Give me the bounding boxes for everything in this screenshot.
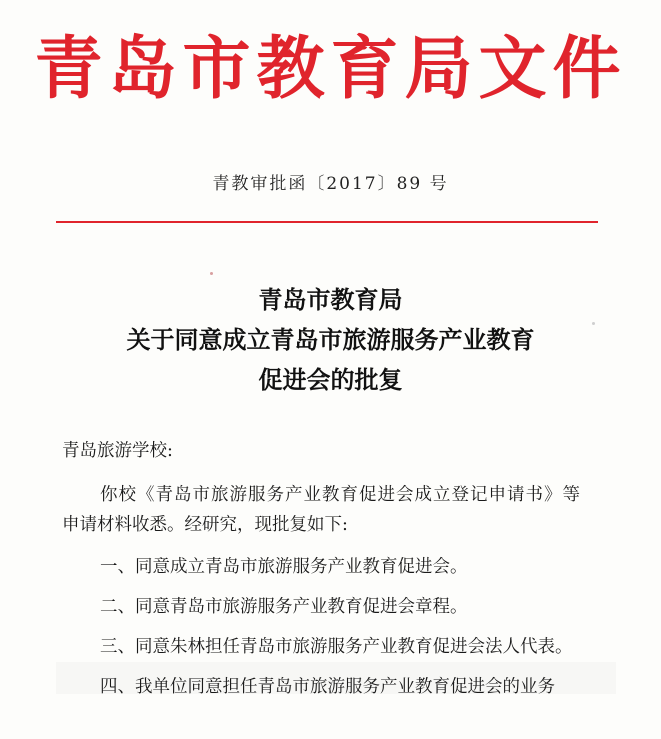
paper-speck	[210, 272, 213, 275]
reply-item-4: 四、我单位同意担任青岛市旅游服务产业教育促进会的业务	[100, 677, 555, 697]
body-paragraph-line-1: 你校《青岛市旅游服务产业教育促进会成立登记申请书》等	[100, 485, 581, 505]
document-title-line-3: 促进会的批复	[258, 366, 403, 394]
document-title-line-2: 关于同意成立青岛市旅游服务产业教育	[126, 326, 535, 354]
body-paragraph-line-2: 申请材料收悉。经研究，现批复如下:	[62, 515, 348, 535]
document-title-line-1: 青岛市教育局	[258, 286, 403, 314]
document-number: 青教审批函〔2017〕89 号	[212, 174, 449, 194]
masthead-title: 青岛市教育局文件	[34, 30, 627, 109]
reply-item-2: 二、同意青岛市旅游服务产业教育促进会章程。	[100, 597, 468, 617]
salutation: 青岛旅游学校:	[62, 441, 173, 461]
reply-item-3: 三、同意朱林担任青岛市旅游服务产业教育促进会法人代表。	[100, 637, 573, 657]
reply-item-1: 一、同意成立青岛市旅游服务产业教育促进会。	[100, 557, 468, 577]
red-separator-rule	[56, 221, 598, 223]
